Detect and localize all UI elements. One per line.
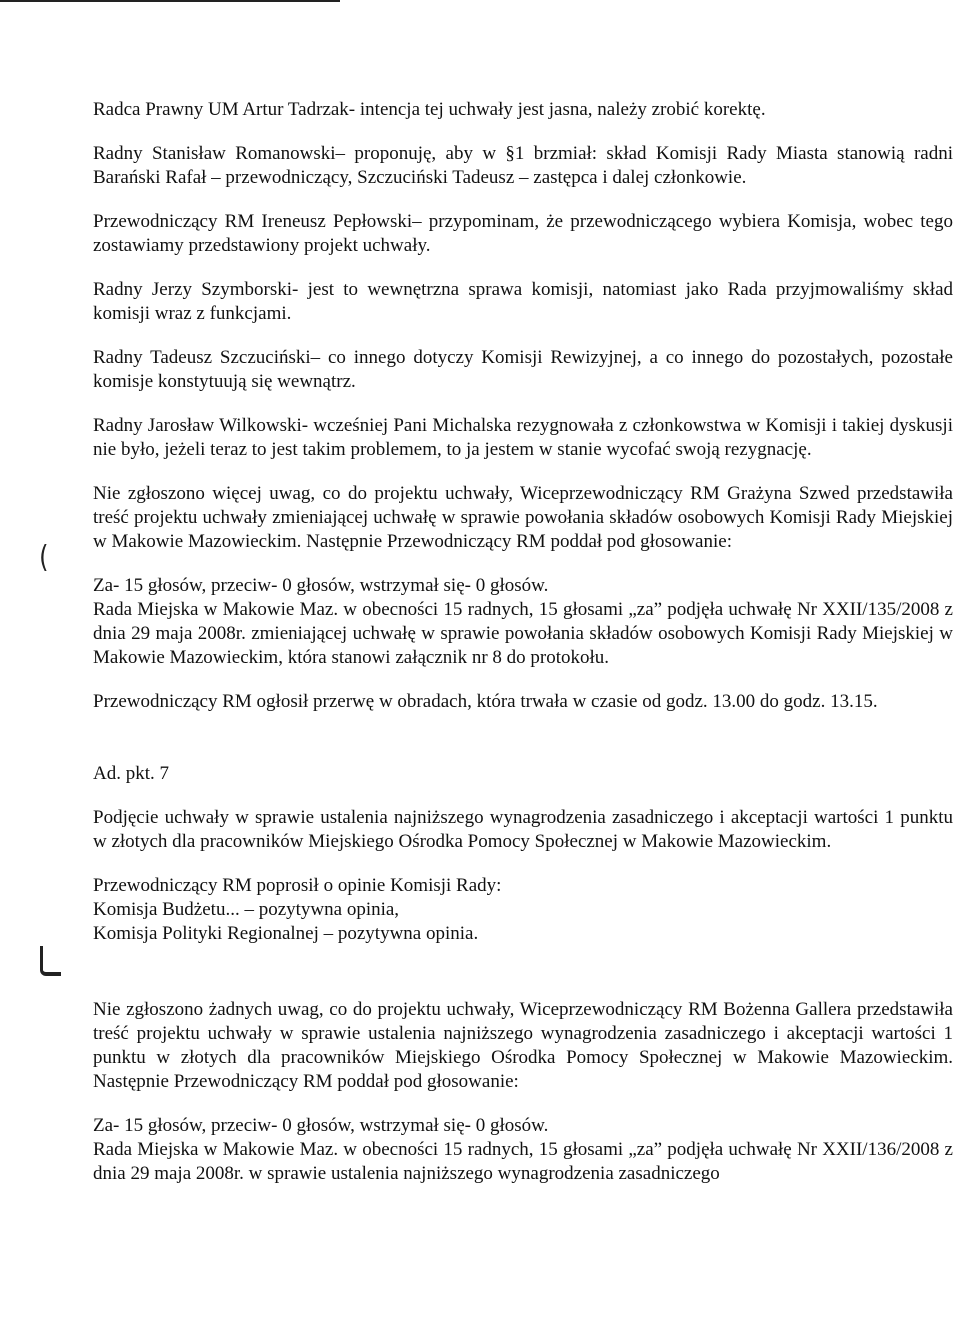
opinion-regional: Komisja Polityki Regionalnej – pozytywna opinia. [93, 923, 479, 944]
paragraph-break: Przewodniczący RM ogłosił przerwę w obradach, która trwała w czasie od godz. 13.00 do godz. 13.15. [93, 691, 878, 712]
opinion-request: Przewodniczący RM poprosił o opinie Komisji Rady: [93, 875, 502, 896]
opinion-budget: Komisja Budżetu... – pozytywna opinia, [93, 899, 400, 920]
margin-mark-c-icon: ( [39, 540, 49, 575]
paragraph-tadrzak: Radca Prawny UM Artur Tadrzak- intencja tej uchwały jest jasna, należy zrobić korektę. [93, 99, 766, 120]
document-page [93, 98, 953, 1186]
paragraph-szymborski: Radny Jerzy Szymborski- jest to wewnętrzna sprawa komisji, natomiast jako Rada przyjmowaliśmy skład komisji wraz z funkcjami. [93, 279, 953, 324]
paragraph-proposal-2: Nie zgłoszono żadnych uwag, co do projektu uchwały, Wiceprzewodniczący RM Bożenna Gallera przedstawiła treść projektu uchwały w sprawie ustalenia najniższego wynagrodzenia zasadniczego i akceptacji wartości 1 punktu w złotych dla pracowników Miejskiego Ośrodka Pomocy Społecznej w Makowie Mazowieckim. Następnie Przewodniczący RM poddał pod głosowanie: [93, 999, 953, 1092]
paragraph-romanowski: Radny Stanisław Romanowski– proponuję, aby w §1 brzmiał: skład Komisji Rady Miasta stanowią radni Barański Rafał – przewodniczący, Szczuciński Tadeusz – zastępca i dalej członkowie. [93, 143, 953, 188]
top-rule [0, 0, 340, 2]
margin-mark-l-icon [40, 946, 61, 976]
paragraph-peplowski: Przewodniczący RM Ireneusz Pepłowski– przypominam, że przewodniczącego wybiera Komisja, wobec tego zostawiamy przedstawiony projekt uchwały. [93, 211, 953, 256]
resolution-2: Rada Miejska w Makowie Maz. w obecności 15 radnych, 15 głosami „za” podjęła uchwałę Nr XXII/136/2008 z dnia 29 maja 2008r. w sprawie ustalenia najniższego wynagrodzenia zasadniczego [93, 1139, 953, 1184]
resolution-1: Rada Miejska w Makowie Maz. w obecności 15 radnych, 15 głosami „za” podjęła uchwałę Nr XXII/135/2008 z dnia 29 maja 2008r. zmieniającej uchwałę w sprawie powołania składów osobowych Komisji Rady Miejskiej w Makowie Mazowieckim, która stanowi załącznik nr 8 do protokołu. [93, 599, 953, 668]
vote-result-2: Za- 15 głosów, przeciw- 0 głosów, wstrzymał się- 0 głosów. [93, 1115, 549, 1136]
section-topic: Podjęcie uchwały w sprawie ustalenia najniższego wynagrodzenia zasadniczego i akceptacji wartości 1 punktu w złotych dla pracowników Miejskiego Ośrodka Pomocy Społecznej w Makowie Mazowieckim. [93, 807, 953, 852]
paragraph-wilkowski: Radny Jarosław Wilkowski- wcześniej Pani Michalska rezygnowała z członkowstwa w Komisji i takiej dyskusji nie było, jeżeli teraz to jest takim problemem, to ja jestem w stanie wycofać swoją rezygnację. [93, 415, 953, 460]
paragraph-proposal-1: Nie zgłoszono więcej uwag, co do projektu uchwały, Wiceprzewodniczący RM Grażyna Szwed przedstawiła treść projektu uchwały zmieniającej uchwałę w sprawie powołania składów osobowych Komisji Rady Miejskiej w Makowie Mazowieckim. Następnie Przewodniczący RM poddał pod głosowanie: [93, 483, 953, 552]
vote-result-1: Za- 15 głosów, przeciw- 0 głosów, wstrzymał się- 0 głosów. [93, 575, 549, 596]
section-heading: Ad. pkt. 7 [93, 763, 169, 784]
paragraph-szczucinski: Radny Tadeusz Szczuciński– co innego dotyczy Komisji Rewizyjnej, a co innego do pozostałych, pozostałe komisje konstytuują się wewnątrz. [93, 347, 953, 392]
